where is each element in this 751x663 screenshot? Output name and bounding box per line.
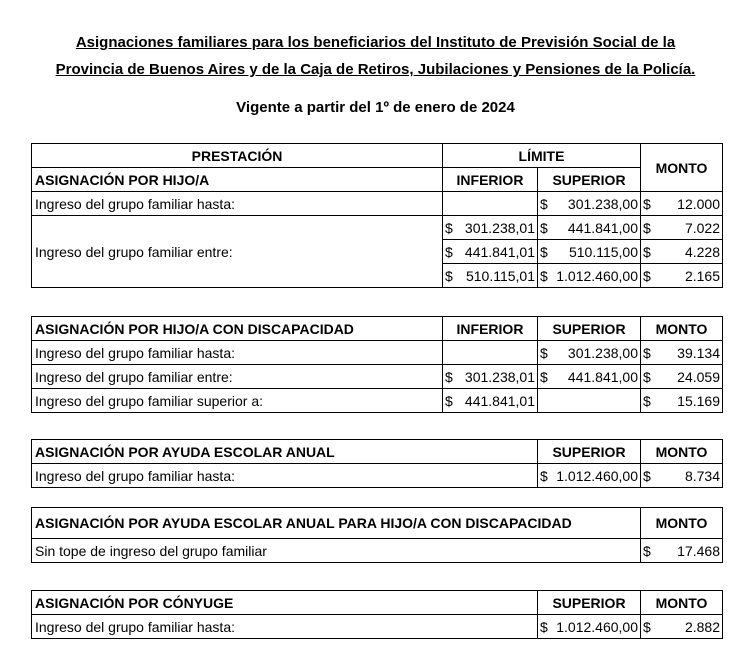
header-limite: LÍMITE bbox=[443, 144, 641, 168]
superior-cell: $ 441.841,00 bbox=[538, 365, 641, 389]
monto-cell: $ 2.882 bbox=[641, 615, 723, 639]
superior-cell: $ 301.238,00 bbox=[538, 341, 641, 365]
header-monto: MONTO bbox=[641, 508, 723, 539]
monto-cell: $ 15.169 bbox=[641, 389, 723, 413]
table-discapacidad bbox=[31, 316, 723, 413]
header-prestacion: PRESTACIÓN bbox=[32, 144, 443, 168]
header-monto: MONTO bbox=[641, 440, 723, 464]
row-label: Ingreso del grupo familiar hasta: bbox=[32, 464, 538, 488]
monto-cell: $ 8.734 bbox=[641, 464, 723, 488]
monto-cell: $ 24.059 bbox=[641, 365, 723, 389]
inferior-cell bbox=[443, 341, 538, 365]
header-monto: MONTO bbox=[641, 591, 723, 615]
header-inferior: INFERIOR bbox=[443, 317, 538, 341]
monto-cell: $ 17.468 bbox=[641, 539, 723, 563]
row-label: Ingreso del grupo familiar hasta: bbox=[32, 192, 443, 216]
vigencia-date: Vigente a partir del 1º de enero de 2024 bbox=[236, 99, 515, 116]
inferior-cell bbox=[443, 192, 538, 216]
table-conyuge bbox=[31, 590, 723, 639]
inferior-cell: $ 441.841,01 bbox=[443, 389, 538, 413]
table-ayuda-escolar-discapacidad bbox=[31, 507, 723, 563]
table-row bbox=[32, 365, 723, 389]
table-row bbox=[32, 615, 723, 639]
header-inferior: INFERIOR bbox=[443, 168, 538, 192]
table-header-row bbox=[32, 168, 723, 192]
monto-cell: $ 12.000 bbox=[641, 192, 723, 216]
monto-cell: $ 7.022 bbox=[641, 216, 723, 240]
inferior-cell: $ 510.115,01 bbox=[443, 264, 538, 288]
monto-cell: $ 39.134 bbox=[641, 341, 723, 365]
table-row bbox=[32, 539, 723, 563]
section-title-ayuda-escolar: ASIGNACIÓN POR AYUDA ESCOLAR ANUAL bbox=[32, 440, 538, 464]
section-title-discapacidad: ASIGNACIÓN POR HIJO/A CON DISCAPACIDAD bbox=[32, 317, 443, 341]
superior-cell bbox=[538, 389, 641, 413]
header-monto: MONTO bbox=[641, 317, 723, 341]
table-header-row bbox=[32, 317, 723, 341]
section-title-conyuge: ASIGNACIÓN POR CÓNYUGE bbox=[32, 591, 538, 615]
superior-cell: $ 1.012.460,00 bbox=[538, 264, 641, 288]
row-label: Ingreso del grupo familiar superior a: bbox=[32, 389, 443, 413]
header-superior: SUPERIOR bbox=[538, 317, 641, 341]
section-title-ayuda-escolar-discapacidad: ASIGNACIÓN POR AYUDA ESCOLAR ANUAL PARA HIJO/A CON DISCAPACIDAD bbox=[32, 508, 641, 539]
inferior-cell: $ 301.238,01 bbox=[443, 216, 538, 240]
monto-cell: $ 2.165 bbox=[641, 264, 723, 288]
table-header-row bbox=[32, 508, 723, 539]
row-label: Ingreso del grupo familiar entre: bbox=[32, 216, 443, 288]
inferior-cell: $ 441.841,01 bbox=[443, 240, 538, 264]
superior-cell: $ 510.115,00 bbox=[538, 240, 641, 264]
table-ayuda-escolar bbox=[31, 439, 723, 488]
table-row bbox=[32, 216, 723, 240]
table-row bbox=[32, 192, 723, 216]
header-monto: MONTO bbox=[641, 144, 723, 192]
section-title-hijo: ASIGNACIÓN POR HIJO/A bbox=[32, 168, 443, 192]
header-superior: SUPERIOR bbox=[538, 168, 641, 192]
row-label: Sin tope de ingreso del grupo familiar bbox=[32, 539, 641, 563]
table-row bbox=[32, 464, 723, 488]
row-label: Ingreso del grupo familiar entre: bbox=[32, 365, 443, 389]
superior-cell: $ 1.012.460,00 bbox=[538, 615, 641, 639]
table-row bbox=[32, 389, 723, 413]
document-title-line-2: Provincia de Buenos Aires y de la Caja de Retiros, Jubilaciones y Pensiones de la Policía. bbox=[55, 61, 696, 78]
superior-cell: $ 441.841,00 bbox=[538, 216, 641, 240]
table-header-row bbox=[32, 144, 723, 168]
superior-cell: $ 301.238,00 bbox=[538, 192, 641, 216]
inferior-cell: $ 301.238,01 bbox=[443, 365, 538, 389]
document-title-line-1: Asignaciones familiares para los beneficiarios del Instituto de Previsión Social de la bbox=[75, 34, 676, 51]
row-label: Ingreso del grupo familiar hasta: bbox=[32, 615, 538, 639]
superior-cell: $ 1.012.460,00 bbox=[538, 464, 641, 488]
table-row bbox=[32, 341, 723, 365]
monto-cell: $ 4.228 bbox=[641, 240, 723, 264]
header-superior: SUPERIOR bbox=[538, 591, 641, 615]
header-superior: SUPERIOR bbox=[538, 440, 641, 464]
table-hijo bbox=[31, 143, 723, 288]
table-header-row bbox=[32, 591, 723, 615]
row-label: Ingreso del grupo familiar hasta: bbox=[32, 341, 443, 365]
table-header-row bbox=[32, 440, 723, 464]
